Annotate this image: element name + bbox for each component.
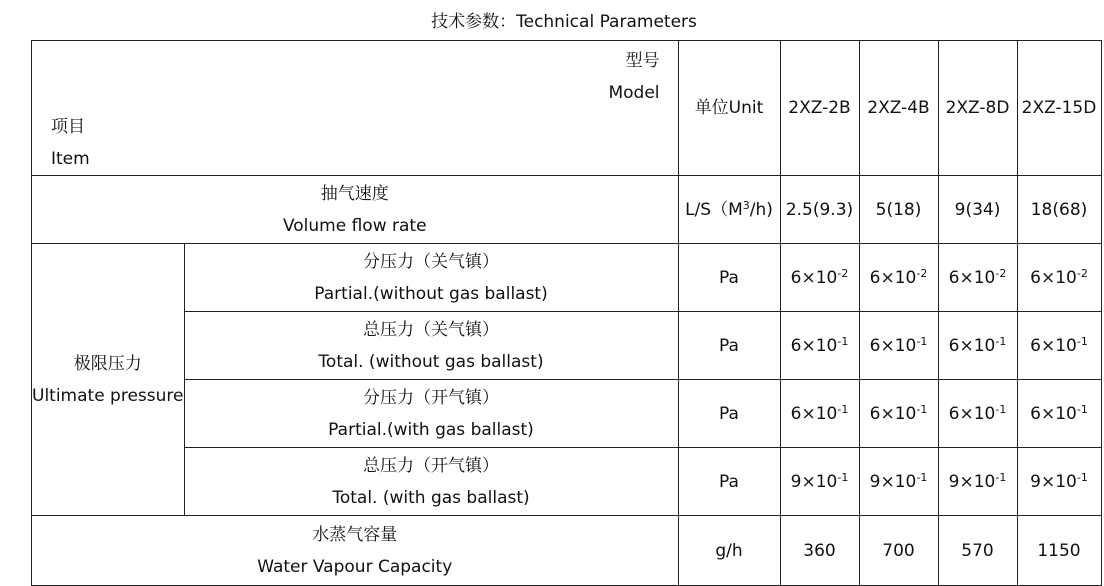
unit-cell: Pa — [678, 448, 780, 516]
table-row — [32, 176, 1102, 244]
value-cell: 2.5(9.3) — [780, 176, 859, 244]
group-label-en: Ultimate pressure — [32, 385, 184, 406]
value-cell: 1150 — [1017, 516, 1101, 586]
row-label: 总压力（关气镇） Total. (without gas ballast) — [184, 312, 678, 380]
value-cell: 5(18) — [859, 176, 938, 244]
item-label-en: Item — [51, 149, 90, 169]
header-row — [32, 41, 1102, 176]
value-cell: 360 — [780, 516, 859, 586]
model-header-cell: 2XZ-2B — [780, 41, 859, 176]
value-cell: $6\times 10^{-2}$ — [938, 244, 1017, 312]
model-label-zh: 型号 — [625, 51, 660, 71]
value-cell: 570 — [938, 516, 1017, 586]
value-cell: $6\times 10^{-2}$ — [859, 244, 938, 312]
row-label-en: Volume flow rate — [282, 215, 427, 236]
value-cell: $6\times 10^{-1}$ — [859, 312, 938, 380]
value-cell: $6\times 10^{-1}$ — [780, 312, 859, 380]
model-header-cell: 2XZ-15D — [1017, 41, 1101, 176]
unit-header: 单位Unit — [678, 41, 780, 176]
value-cell: $6\times 10^{-1}$ — [859, 380, 938, 448]
value-cell: $6\times 10^{-1}$ — [938, 380, 1017, 448]
value-cell: $9\times 10^{-1}$ — [938, 448, 1017, 516]
item-model-header — [32, 41, 679, 176]
value-cell: $9\times 10^{-1}$ — [1017, 448, 1101, 516]
row-label-zh: 水蒸气容量 — [312, 524, 398, 545]
row-label-en: Water Vapour Capacity — [257, 556, 453, 577]
value-cell: 700 — [859, 516, 938, 586]
table-row — [32, 380, 1102, 448]
unit-cell: g/h — [678, 516, 780, 586]
group-label — [32, 244, 185, 516]
row-label-zh: 抽气速度 — [320, 183, 389, 204]
value-cell: 9(34) — [938, 176, 1017, 244]
value-cell: $6\times 10^{-1}$ — [1017, 380, 1101, 448]
table-row — [32, 312, 1102, 380]
value-cell: $6\times 10^{-1}$ — [1017, 312, 1101, 380]
value-cell: $6\times 10^{-2}$ — [780, 244, 859, 312]
technical-parameters-table — [31, 40, 1102, 586]
unit-cell: Pa — [678, 312, 780, 380]
unit-cell: Pa — [678, 244, 780, 312]
table-row — [32, 244, 1102, 312]
value-cell: $6\times 10^{-1}$ — [780, 380, 859, 448]
item-header — [51, 111, 90, 175]
row-label: 分压力（关气镇） Partial.(without gas ballast) — [184, 244, 678, 312]
group-label-zh: 极限压力 — [73, 353, 142, 374]
item-label-zh: 项目 — [51, 117, 85, 137]
table-caption: 技术参数：Technical Parameters — [431, 12, 697, 32]
row-label — [32, 176, 679, 244]
value-cell: $9\times 10^{-1}$ — [859, 448, 938, 516]
row-label: 分压力（开气镇） Partial.(with gas ballast) — [184, 380, 678, 448]
unit-cell: Pa — [678, 380, 780, 448]
row-label — [32, 516, 679, 586]
row-label: 总压力（开气镇） Total. (with gas ballast) — [184, 448, 678, 516]
model-header-cell: 2XZ-8D — [938, 41, 1017, 176]
unit-cell: $L/S(M^3/h)$ — [678, 176, 780, 244]
value-cell: $9\times 10^{-1}$ — [780, 448, 859, 516]
model-header-cell: 2XZ-4B — [859, 41, 938, 176]
value-cell: 18(68) — [1017, 176, 1101, 244]
value-cell: $6\times 10^{-2}$ — [1017, 244, 1101, 312]
table-row — [32, 448, 1102, 516]
model-label-en: Model — [608, 83, 660, 103]
model-header — [608, 45, 659, 109]
table-row — [32, 516, 1102, 586]
value-cell: $6\times 10^{-1}$ — [938, 312, 1017, 380]
